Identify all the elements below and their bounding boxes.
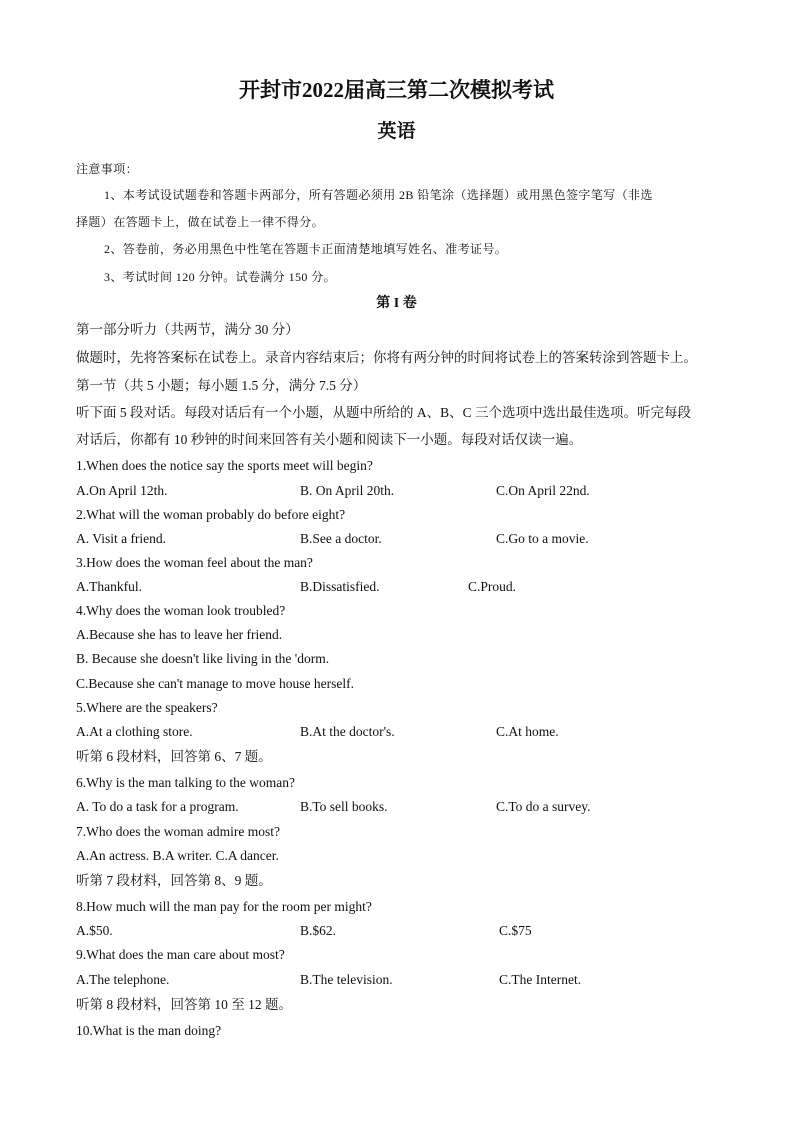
option-c: C.Proud.: [468, 579, 517, 594]
option-c: C.At home.: [496, 724, 559, 739]
notice-heading: 注意事项：: [76, 162, 139, 176]
part1-heading: 第一部分听力（共两节，满分 30 分）: [76, 322, 299, 337]
option-b: B.The television.: [300, 972, 393, 987]
question-stem: 4.Why does the woman look troubled?: [76, 603, 286, 618]
section1-instruction-2: 对话后，你都有 10 秒钟的时间来回答有关小题和阅读下一小题。每段对话仅读一遍。: [76, 432, 583, 447]
question-stem: 8.How much will the man pay for the room per might?: [76, 899, 372, 914]
question-stem: 6.Why is the man talking to the woman?: [76, 775, 295, 790]
option-a: A.Because she has to leave her friend.: [76, 627, 283, 642]
question-stem: 2.What will the woman probably do before eight?: [76, 507, 346, 522]
option-c: C.On April 22nd.: [496, 483, 590, 498]
notice-item-1-cont: 择题）在答题卡上，做在试卷上一律不得分。: [76, 215, 325, 229]
question-options: A.An actress. B.A writer. C.A dancer.: [76, 848, 279, 863]
option-b: B.At the doctor's.: [300, 724, 395, 739]
exam-title: 开封市2022届高三第二次模拟考试: [239, 78, 554, 102]
option-b: B. Because she doesn't like living in the 'dorm.: [76, 651, 330, 666]
option-b: B.Dissatisfied.: [300, 579, 380, 594]
option-b: B.See a doctor.: [300, 531, 382, 546]
notice-item-2: 2、答卷前，务必用黑色中性笔在答题卡正面清楚地填写姓名、准考证号。: [104, 242, 508, 256]
option-b: B. On April 20th.: [300, 483, 395, 498]
section1-instruction-1: 听下面 5 段对话。每段对话后有一个小题，从题中所给的 A、B、C 三个选项中选出最佳选项。听完每段: [76, 405, 692, 420]
subject-title: 英语: [377, 121, 416, 142]
question-stem: 10.What is the man doing?: [76, 1023, 222, 1038]
option-a: A.At a clothing store.: [76, 724, 193, 739]
option-a: A.On April 12th.: [76, 483, 168, 498]
question-stem: 7.Who does the woman admire most?: [76, 824, 280, 839]
question-stem: 3.How does the woman feel about the man?: [76, 555, 313, 570]
material-6-instruction: 听第 6 段材料，回答第 6、7 题。: [76, 749, 272, 764]
option-a: A.$50.: [76, 923, 113, 938]
material-7-instruction: 听第 7 段材料，回答第 8、9 题。: [76, 873, 272, 888]
volume-heading: 第 I 卷: [376, 296, 417, 311]
option-b: B.To sell books.: [300, 799, 388, 814]
question-stem: 9.What does the man care about most?: [76, 947, 285, 962]
option-a: A. To do a task for a program.: [76, 799, 239, 814]
option-a: A.Thankful.: [76, 579, 142, 594]
option-a: A.The telephone.: [76, 972, 170, 987]
option-a: A. Visit a friend.: [76, 531, 167, 546]
question-stem: 5.Where are the speakers?: [76, 700, 218, 715]
option-c: C.The Internet.: [499, 972, 582, 987]
part1-instruction: 做题时，先将答案标在试卷上。录音内容结束后；你将有两分钟的时间将试卷上的答案转涂到答题卡上。: [76, 350, 697, 365]
notice-item-3: 3、考试时间 120 分钟。试卷满分 150 分。: [104, 270, 337, 284]
question-stem: 1.When does the notice say the sports meet will begin?: [76, 458, 373, 473]
option-b: B.$62.: [300, 923, 337, 938]
option-c: C.To do a survey.: [496, 799, 591, 814]
option-c: C.$75: [499, 923, 532, 938]
section1-heading: 第一节（共 5 小题；每小题 1.5 分，满分 7.5 分）: [76, 378, 367, 393]
option-c: C.Because she can't manage to move house herself.: [76, 676, 354, 691]
notice-item-1: 1、本考试设试题卷和答题卡两部分，所有答题必须用 2B 铅笔涂（选择题）或用黑色签字笔写（非选: [104, 188, 653, 202]
option-c: C.Go to a movie.: [496, 531, 589, 546]
material-8-instruction: 听第 8 段材料，回答第 10 至 12 题。: [76, 997, 292, 1012]
